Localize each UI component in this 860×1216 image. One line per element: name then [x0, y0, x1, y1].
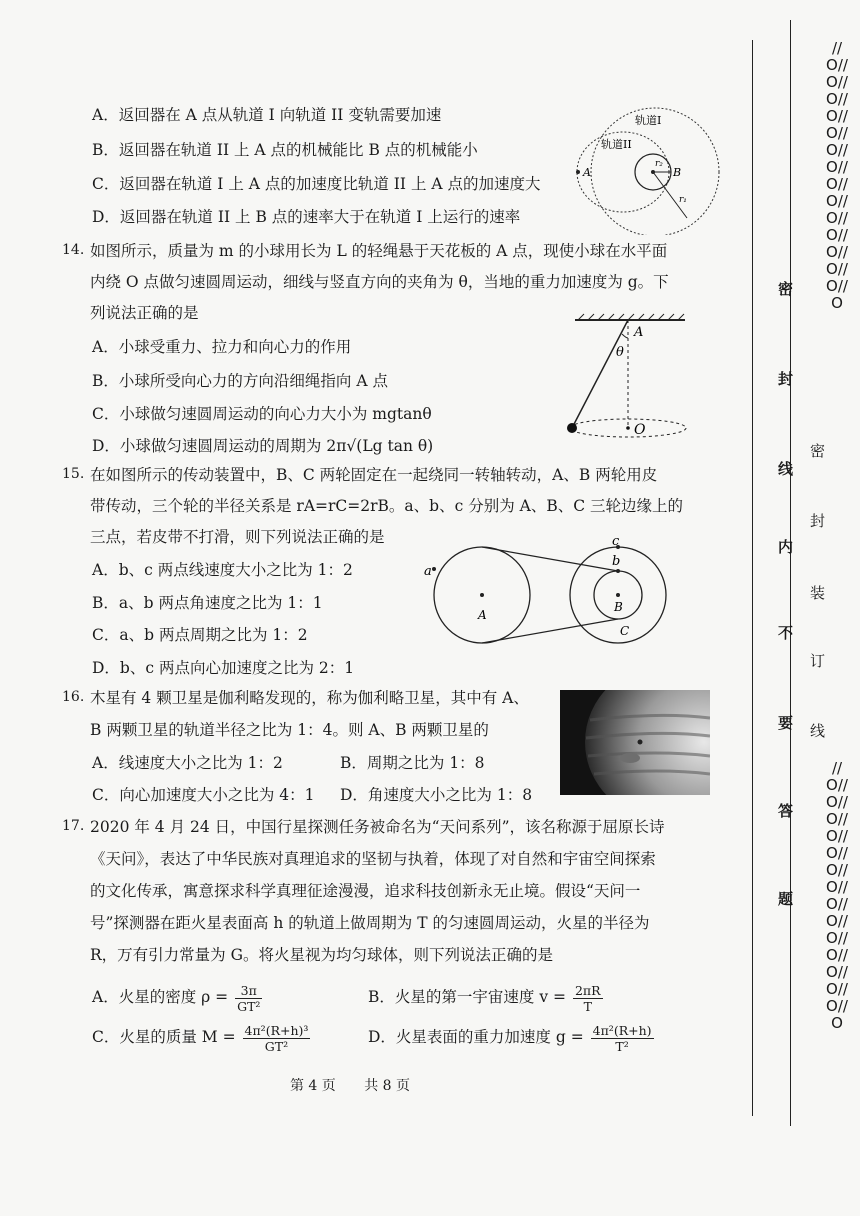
bind-char-2: 封 — [810, 512, 826, 530]
bind-char-1: 密 — [810, 442, 826, 460]
q15-option-c: C．a、b 两点周期之比为 1：2 — [92, 626, 308, 644]
q16-number: 16. — [62, 689, 85, 705]
point-b-label: B — [673, 166, 682, 179]
q15-stem-1: 在如图所示的传动装置中，B、C 两轮固定在一起绕同一转轴转动，A、B 两轮用皮 — [90, 466, 658, 484]
q15-option-a: A．b、c 两点线速度大小之比为 1：2 — [92, 561, 353, 579]
q17-stem-3: 的文化传承，寓意探求科学真理征途漫漫，追求科技创新永无止境。假设“天问一 — [90, 882, 641, 900]
q15-number: 15. — [62, 466, 85, 482]
point-c-small-label: c — [612, 535, 620, 549]
q16-option-d: D．角速度大小之比为 1：8 — [340, 786, 533, 804]
pendulum-o-label: O — [634, 422, 646, 438]
q16-option-b: B．周期之比为 1：8 — [340, 754, 485, 772]
q15-stem-2: 带传动，三个轮的半径关系是 rA=rC=2rB。a、b、c 分别为 A、B、C 三轮边缘上的 — [90, 497, 684, 515]
seal-char-3: 线 — [778, 460, 794, 478]
q17-b-text: B．火星的第一宇宙速度 v = — [368, 988, 566, 1006]
q17-stem-4: 号”探测器在距火星表面高 h 的轨道上做周期为 T 的匀速圆周运动，火星的半径为 — [90, 914, 650, 932]
pendulum-a-label: A — [634, 325, 644, 340]
q14-stem-3: 列说法正确的是 — [90, 304, 199, 322]
bind-char-3: 装 — [810, 584, 826, 602]
jupiter-image — [560, 690, 710, 795]
binding-pattern-top: //O//O//O//O//O//O//O//O//O//O//O//O//O//O//O — [826, 40, 848, 312]
q17-a-fraction: $\frac{3\pi}{\text{GT²}}$ — [237, 982, 261, 1014]
q16-stem-1: 木星有 4 颗卫星是伽利略发现的，称为伽利略卫星，其中有 A、 — [90, 689, 529, 707]
theta-label: θ — [616, 345, 624, 360]
q13-option-c: C．返回器在轨道 I 上 A 点的加速度比轨道 II 上 A 点的加速度大 — [92, 175, 541, 193]
q17-d-text: D．火星表面的重力加速度 g = — [368, 1028, 584, 1046]
q17-stem-5: R，万有引力常量为 G。将火星视为均匀球体，则下列说法正确的是 — [90, 946, 553, 964]
orbit-diagram — [575, 100, 725, 235]
q14-option-c: C．小球做匀速圆周运动的向心力大小为 mgtanθ — [92, 405, 432, 423]
q16-stem-2: B 两颗卫星的轨道半径之比为 1：4。则 A、B 两颗卫星的 — [90, 721, 489, 739]
q17-stem-2: 《天问》，表达了中华民族对真理追求的坚韧与执着，体现了对自然和宇宙空间探索 — [90, 850, 656, 868]
q13-option-d: D．返回器在轨道 II 上 B 点的速率大于在轨道 I 上运行的速率 — [92, 208, 521, 226]
bind-char-5: 线 — [810, 722, 826, 740]
page-footer — [0, 1075, 700, 1095]
r2-label: r₂ — [655, 159, 663, 169]
binding-line-outer — [752, 40, 753, 1116]
wheel-b-label: B — [614, 600, 623, 614]
seal-char-2: 封 — [778, 370, 794, 388]
q16-option-c: C．向心加速度大小之比为 4：1 — [92, 786, 315, 804]
point-a-small-label: a — [424, 564, 432, 579]
bind-char-4: 订 — [810, 652, 826, 670]
q13-option-b: B．返回器在轨道 II 上 A 点的机械能比 B 点的机械能小 — [92, 141, 478, 159]
q14-stem-1: 如图所示，质量为 m 的小球用长为 L 的轻绳悬于天花板的 A 点，现使小球在水平面 — [90, 242, 668, 260]
seal-char-6: 要 — [778, 714, 794, 732]
q15-option-b: B．a、b 两点角速度之比为 1：1 — [92, 594, 323, 612]
seal-char-4: 内 — [778, 538, 794, 556]
q17-d-fraction: $\frac{\text{4π²(R+h)}}{\text{T²}}$ — [592, 1022, 652, 1054]
q17-option-b — [368, 980, 605, 1014]
wheel-a-label: A — [478, 608, 487, 622]
q14-option-b: B．小球所受向心力的方向沿细绳指向 A 点 — [92, 372, 388, 390]
seal-char-5: 不 — [778, 624, 794, 642]
q17-option-a — [92, 980, 264, 1014]
seal-char-1: 密 — [778, 280, 794, 298]
binding-line-inner — [790, 20, 791, 1126]
q17-c-text: C．火星的质量 M = — [92, 1028, 236, 1046]
wheel-c-label: C — [620, 624, 630, 638]
point-b-small-label: b — [612, 554, 621, 569]
binding-pattern-bottom: //O//O//O//O//O//O//O//O//O//O//O//O//O//O//O — [826, 760, 848, 1032]
q14-option-a: A．小球受重力、拉力和向心力的作用 — [92, 338, 352, 356]
orbit2-label: 轨道II — [601, 138, 632, 151]
seal-char-8: 题 — [778, 890, 794, 908]
point-a-label: A — [583, 166, 591, 179]
q16-option-a: A．线速度大小之比为 1：2 — [92, 754, 283, 772]
page-number: 第 4 页 — [289, 1078, 336, 1094]
q17-stem-1: 2020 年 4 月 24 日，中国行星探测任务被命名为“天问系列”，该名称源于屈原长诗 — [90, 818, 665, 836]
q14-number: 14. — [62, 242, 85, 258]
q17-b-fraction: $\frac{2\pi R}{T}$ — [574, 982, 601, 1014]
q15-option-d: D．b、c 两点向心加速度之比为 2：1 — [92, 659, 355, 677]
q15-stem-3: 三点，若皮带不打滑，则下列说法正确的是 — [90, 528, 385, 546]
seal-char-7: 答 — [778, 802, 794, 820]
q17-option-d — [368, 1020, 656, 1054]
q13-option-a: A．返回器在 A 点从轨道 I 向轨道 II 变轨需要加速 — [92, 106, 442, 124]
q17-number: 17. — [62, 818, 85, 834]
q17-a-text: A．火星的密度 ρ = — [92, 988, 229, 1006]
q17-c-fraction: $\frac{\text{4π²(R+h)³}}{\text{GT²}}$ — [244, 1022, 309, 1054]
q17-option-c — [92, 1020, 312, 1054]
belt-drive-diagram — [420, 535, 680, 650]
q14-stem-2: 内绕 O 点做匀速圆周运动，细线与竖直方向的夹角为 θ，当地的重力加速度为 g。下 — [90, 273, 669, 291]
orbit1-label: 轨道I — [635, 114, 662, 127]
r1-label: r₁ — [679, 195, 687, 205]
page-total: 共 8 页 — [364, 1078, 411, 1094]
q14-option-d: D．小球做匀速圆周运动的周期为 2π√(Lg tan θ) — [92, 437, 434, 455]
pendulum-diagram — [560, 310, 700, 445]
